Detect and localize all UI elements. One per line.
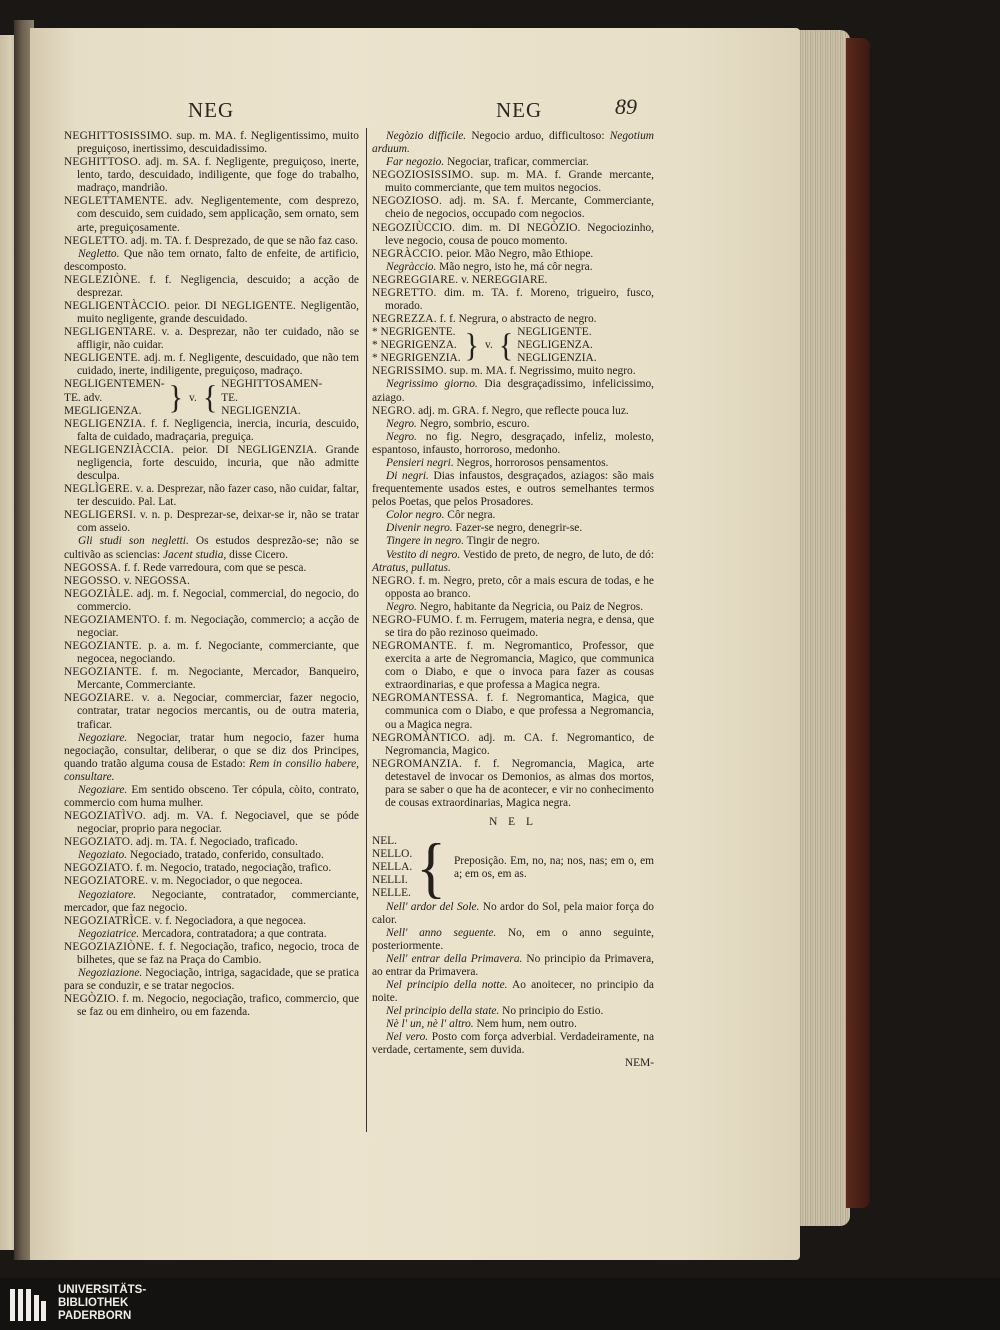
see-also-mark: v.	[189, 391, 197, 404]
cross-reference-group	[64, 378, 359, 417]
entry-phrase: Vestito di negro.	[386, 548, 461, 561]
entry-definition: Côr negra.	[444, 509, 496, 522]
entry-latin: Atratus, pullatus.	[372, 561, 451, 574]
dictionary-entry	[64, 274, 359, 300]
dictionary-entry	[64, 444, 359, 483]
entry-phrase: Negrissimo giorno.	[386, 378, 478, 391]
dictionary-subentry	[372, 535, 654, 548]
entry-definition: f. m. Ferrugem, materia negra, e densa, que se tira do pão rezinoso queimado.	[385, 613, 654, 639]
entry-definition: adj. m. SA. f. Mercante, Commerciante, cheio de negocios, occupado com negocios.	[385, 195, 654, 221]
library-name	[58, 1284, 146, 1323]
entry-definition: v. a. Desprezar, não fazer caso, não cuidar, faltar, ter descuido. Pal. Lat.	[77, 483, 359, 509]
entry-headword: NEGOZIATÌVO.	[64, 810, 146, 823]
entry-definition: f. m. Negro, preto, côr a mais escura de todas, e he opposta ao branco.	[385, 574, 654, 600]
entry-phrase: Negoziare.	[78, 783, 128, 796]
dictionary-entry	[64, 156, 359, 195]
dictionary-entry	[372, 195, 654, 221]
dictionary-entry	[64, 875, 359, 888]
entry-definition: Ao anoitecer, no principio da noite.	[372, 979, 654, 1005]
group-targets	[221, 378, 322, 417]
entry-definition: No ardor do Sol, pela maior força do calor.	[372, 900, 654, 926]
group-target: TE.	[221, 391, 238, 404]
dictionary-entry	[372, 758, 654, 810]
entry-headword: NEGOSSO.	[64, 574, 121, 587]
entry-headword: NEGLIGENTÀCCIO.	[64, 300, 170, 313]
dictionary-entry	[64, 588, 359, 614]
entry-headword: NEGROMÀNTICO.	[372, 731, 470, 744]
entry-definition: f. f. Negrura, o abstracto de negro.	[436, 313, 597, 326]
group-headword: * NEGRIGENZA.	[372, 339, 457, 352]
dictionary-subentry	[372, 509, 654, 522]
dictionary-subentry	[64, 535, 359, 561]
entry-headword: NEGOZIÙCCIO.	[372, 221, 456, 234]
entry-definition: No, em o anno seguinte, posteriormente.	[372, 926, 654, 952]
entry-phrase: Far negozio.	[386, 156, 445, 169]
entry-definition: Negocio arduo, difficultoso:	[466, 130, 605, 142]
entry-headword: NEGROMANZIA.	[372, 757, 463, 770]
entry-headword: NEGLIGERSI.	[64, 509, 137, 522]
section-heading: N E L	[489, 816, 537, 829]
brace-icon: {	[202, 379, 218, 416]
group-headwords	[372, 326, 461, 365]
running-head-right: NEG	[496, 98, 543, 122]
group-headword: NEGLIGENTEMEN-	[64, 378, 165, 391]
entry-definition: v. NEGOSSA.	[120, 574, 190, 587]
entry-definition: Os estudos desprezão-se; não se cultivão as sciencias:	[64, 535, 359, 561]
entry-definition: adj. m. CA. f. Negromantico, de Negromancia, Magico.	[385, 731, 654, 757]
dictionary-subentry	[372, 601, 654, 614]
entry-headword: NEGOZIANTE.	[64, 666, 142, 679]
entry-definition-continued: disse Cicero.	[226, 548, 288, 561]
entry-definition: dim. m. DI NEGÒZIO. Negociozinho, leve negocio, cousa de pouco momento.	[385, 221, 654, 247]
entry-phrase: Gli studi son negletti.	[78, 535, 189, 548]
entry-definition: v. m. Negociador, o que negocea.	[148, 875, 303, 888]
entry-definition: Negro, habitante da Negricia, ou Paiz de Negros.	[416, 600, 644, 613]
dictionary-subentry	[64, 248, 359, 274]
entry-phrase: Negràccio.	[386, 260, 437, 273]
entry-definition: f. f. Negociação, trafico, negocio, troca de bilhetes, que se faz na Praça do Cambio.	[77, 940, 359, 966]
group-target: NEGLIGENTE.	[517, 326, 592, 339]
entry-headword: NEGOZIOSISSIMO.	[372, 169, 474, 182]
dictionary-entry	[64, 418, 359, 444]
entry-phrase: Negoziazione.	[78, 967, 143, 979]
dictionary-entry	[64, 666, 359, 692]
library-name-line-1: UNIVERSITÄTS-	[58, 1284, 147, 1296]
cross-reference-group	[372, 326, 654, 365]
dictionary-entry	[372, 274, 654, 287]
dictionary-entry	[64, 130, 359, 156]
entry-definition: peior. Mão Negro, mão Ethiope.	[443, 247, 594, 260]
group-headword: NELLA.	[372, 861, 413, 874]
entry-definition: sup. m. MA. f. Grande mercante, muito commerciante, que tem muitos negocios.	[385, 169, 654, 195]
dictionary-subentry	[372, 901, 654, 927]
dictionary-entry	[64, 300, 359, 326]
group-headwords	[372, 835, 412, 900]
entry-headword: NEGROMANTE.	[372, 640, 457, 653]
dictionary-entry	[372, 692, 654, 731]
entry-phrase: Negro.	[386, 430, 417, 443]
entry-definition: Negros, horrorosos pensamentos.	[453, 456, 609, 469]
group-target: NEGHITTOSAMEN-	[221, 378, 323, 391]
dictionary-entry	[64, 195, 359, 234]
entry-phrase: Nel principio della notte.	[386, 979, 508, 991]
left-column	[64, 130, 359, 1019]
brace-icon: }	[168, 379, 183, 416]
group-target: NEGLIGENZIA.	[221, 404, 301, 417]
entry-phrase: Pensieri negri.	[386, 456, 454, 469]
dictionary-subentry	[372, 261, 654, 274]
group-headword: NEL.	[372, 835, 397, 848]
entry-headword: NEGOZIATORE.	[64, 875, 149, 888]
dictionary-entry	[64, 562, 359, 575]
entry-definition: No principio do Estio.	[499, 1005, 604, 1018]
dictionary-entry	[372, 222, 654, 248]
dictionary-subentry	[372, 927, 654, 953]
dictionary-subentry	[372, 953, 654, 979]
dictionary-subentry	[372, 378, 654, 404]
dictionary-subentry	[64, 784, 359, 810]
entry-headword: NEGLÌGERE.	[64, 483, 133, 496]
entry-definition: Posto com força adverbial. Verdadeiramente, na verdade, certamente, sem duvida.	[372, 1031, 654, 1057]
entry-phrase: Divenir negro.	[386, 522, 453, 535]
brace-icon: {	[498, 327, 514, 364]
brace-icon: {	[416, 830, 446, 906]
see-also-mark: v.	[484, 339, 493, 352]
entry-latin: Rem in consilio habere, consultare.	[64, 757, 359, 783]
entry-definition: v. f. Negociadora, a que negocea.	[151, 914, 306, 927]
entry-phrase: Di negri.	[386, 470, 429, 483]
entry-phrase: Negòzio difficile.	[386, 130, 467, 142]
entry-definition: adj. m. f. Negocial, commercial, do negocio, do commercio.	[77, 587, 359, 613]
dictionary-subentry	[372, 470, 654, 509]
entry-headword: NEGÒZIO.	[64, 993, 120, 1006]
entry-headword: NEGOZIOSO.	[372, 195, 443, 208]
entry-phrase: Nell' ardor del Sole.	[386, 900, 480, 913]
dictionary-subentry	[372, 431, 654, 457]
entry-headword: NEGREGGIARE.	[372, 273, 459, 286]
entry-definition: v. a. Negociar, commerciar, fazer negocio, contratar, tratar negocios mercantis, ou de outra materia, traficar.	[77, 692, 359, 731]
entry-definition: Negociado, tratado, conferido, consultado.	[127, 849, 324, 862]
entry-definition: f. m. Negromantico, Professor, que exercita a arte de Negromancia, Magico, que communica com o Diabo, e que o invoca para fazer as cousas extraordinarias, e que professa a Magica negra.	[385, 640, 654, 692]
entry-definition: Fazer-se negro, denegrir-se.	[452, 522, 583, 535]
entry-definition: Negro, sombrio, escuro.	[416, 417, 530, 430]
dictionary-entry	[372, 365, 654, 378]
group-headword: NELLE.	[372, 887, 411, 900]
dictionary-entry	[64, 352, 359, 378]
entry-phrase: Color negro.	[386, 509, 445, 522]
entry-latin: Jacent studia,	[160, 548, 227, 561]
page-number: 89	[615, 94, 637, 119]
entry-headword: NEGLETTAMENTE.	[64, 195, 168, 208]
entry-definition: f. m. Negocio, tratado, negociação, trafico.	[133, 862, 332, 875]
entry-definition: v. n. p. Desprezar-se, deixar-se ir, não se tratar com asseio.	[77, 509, 359, 535]
entry-definition: peior. DI NEGLIGENTE. Negligentão, muito negligente, grande descuidado.	[77, 300, 359, 326]
entry-phrase: Negro.	[386, 417, 417, 430]
dictionary-subentry	[64, 732, 359, 784]
entry-definition: f. f. Negromantica, Magica, que communica com o Diabo, e que professa a Negromancia, ou a Magica negra.	[385, 692, 654, 731]
entry-definition: f. f. Negromancia, Magica, arte detestavel de invocar os Demonios, as almas dos mortos, para se saber o que ha de acontecer, e vir no conhecimento de cousas extraordinarias, Magica negra.	[385, 757, 654, 809]
entry-headword: NEGOSSA.	[64, 561, 121, 574]
entry-headword: NEGLIGENTARE.	[64, 326, 156, 339]
dictionary-entry	[64, 640, 359, 666]
entry-definition: peior. DI NEGLIGENZIA. Grande negligencia, forte descuido, incuria, que não admitte desculpa.	[77, 443, 359, 483]
group-headword: * NEGRIGENTE.	[372, 326, 456, 339]
entry-headword: NEGLIGENTE.	[64, 352, 141, 365]
group-headword: * NEGRIGENZIA.	[372, 352, 461, 365]
entry-definition: no fig. Negro, desgraçado, infeliz, molesto, espantoso, infausto, horroroso, medonho.	[372, 430, 654, 456]
entry-headword: NEGOZIAZIÒNE.	[64, 940, 155, 953]
entry-definition: adj. m. TA. f. Desprezado, de que se não faz caso.	[127, 234, 359, 247]
entry-phrase: Nel vero.	[386, 1031, 429, 1044]
entry-headword: NEGLIGENZIÀCCIA.	[64, 443, 174, 456]
dictionary-subentry	[372, 418, 654, 431]
entry-definition: Tingir de negro.	[463, 535, 540, 548]
dictionary-subentry	[372, 1005, 654, 1018]
entry-definition: No principio da Primavera, ao entrar da Primavera.	[372, 952, 655, 978]
entry-definition: Negociante, contratador, commerciante, mercador, que faz negocio.	[64, 888, 359, 914]
catchword: NEM-	[624, 1057, 654, 1070]
entry-phrase: Negoziatore.	[78, 888, 137, 901]
entry-definition: Nem hum, nem outro.	[473, 1018, 577, 1031]
dictionary-entry	[64, 941, 359, 967]
entry-headword: NEGOZIATO.	[64, 862, 134, 875]
entry-latin: Negotium arduum.	[372, 130, 654, 156]
dictionary-entry	[64, 810, 359, 836]
entry-definition: adj. m. f. Negligente, descuidado, que não tem cuidado, inerte, indiligente, preguiçoso, madraço.	[77, 352, 359, 378]
entry-phrase: Nè l' un, nè l' altro.	[386, 1018, 474, 1031]
entry-headword: NEGOZIAMENTO.	[64, 613, 161, 626]
library-logo-icon	[8, 1285, 48, 1325]
book-cover-edge	[846, 38, 870, 1208]
entry-definition: Em sentido obsceno. Ter cópula, còito, contrato, commercio com huma mulher.	[64, 783, 359, 809]
group-headwords	[64, 378, 165, 417]
entry-definition: Negociar, traficar, commerciar.	[444, 156, 589, 169]
entry-headword: NEGOZIATRÌCE.	[64, 914, 152, 927]
entry-definition: f. f. Negligencia, inercia, incuria, descuido, falta de cuidado, madraçaria, preguiça.	[77, 417, 359, 443]
group-headword: NELLI.	[372, 874, 408, 887]
library-name-line-3: PADERBORN	[58, 1310, 132, 1322]
dictionary-entry	[372, 313, 654, 326]
running-head-left: NEG	[188, 98, 235, 122]
entry-headword: NEGHITTOSISSIMO.	[64, 130, 173, 142]
entry-definition: adv. Negligentemente, com desprezo, com descuido, sem cuidado, sem applicação, sem ornato, sem arte, preguiçosamente.	[77, 195, 359, 234]
dictionary-subentry	[372, 522, 654, 535]
group-targets	[517, 326, 596, 365]
dictionary-entry	[372, 405, 654, 418]
page-block-edges	[796, 30, 850, 1226]
dictionary-entry	[64, 993, 359, 1019]
entry-phrase: Nel principio della state.	[386, 1005, 500, 1018]
entry-definition: Dias infaustos, desgraçados, aziagos: são mais frequentemente usados estes, e outros semelhantes termos pelos Poetas, que pelos Prosadores.	[372, 470, 654, 509]
dictionary-subentry	[372, 130, 654, 156]
entry-definition: Negociar, tratar hum negocio, fazer huma negociação, consultar, deliberar, o que se diz dos Principes, quando tratão alguma cousa de Estado:	[64, 731, 359, 770]
dictionary-subentry	[372, 1018, 654, 1031]
entry-headword: NEGOZIANTE.	[64, 640, 142, 653]
dictionary-subentry	[64, 889, 359, 915]
group-headword: NELLO.	[372, 848, 413, 861]
brace-icon: }	[464, 327, 479, 364]
entry-phrase: Negro.	[386, 600, 417, 613]
dictionary-entry	[64, 575, 359, 588]
group-headword: MEGLIGENZA.	[64, 404, 142, 417]
dictionary-subentry	[64, 849, 359, 862]
entry-definition: v. NEREGGIARE.	[458, 273, 548, 286]
entry-headword: NEGRÀCCIO.	[372, 247, 444, 260]
entry-phrase: Nell' entrar della Primavera.	[386, 952, 523, 965]
entry-headword: NEGRO-FUMO.	[372, 613, 453, 626]
entry-definition: Mercadora, contratadora; a que contrata.	[139, 927, 327, 940]
entry-definition: f. f. Rede varredoura, com que se pesca.	[120, 561, 307, 574]
entry-phrase: Negletto.	[78, 247, 120, 260]
dictionary-entry	[64, 235, 359, 248]
entry-definition: Negociação, intriga, sagacidade, que se pratica para se conduzir, e se tratar negocios.	[64, 967, 359, 993]
entry-headword: NEGOZIATO.	[64, 836, 134, 849]
dictionary-entry	[64, 915, 359, 928]
headword-group	[372, 830, 654, 906]
entry-definition: adj. m. SA. f. Negligente, preguiçoso, inerte, lento, tardo, descuidado, indiligente, que foge do trabalho, madraço, mandrião.	[77, 156, 359, 195]
entry-definition: Dia desgraçadissimo, infelicissimo, aziago.	[372, 378, 654, 404]
library-name-line-2: BIBLIOTHEK	[58, 1297, 129, 1309]
dictionary-entry	[64, 326, 359, 352]
entry-phrase: Nell' anno seguente.	[386, 926, 497, 939]
entry-definition: v. a. Desprezar, não ter cuidado, não se affligir, não cuidar.	[77, 326, 359, 352]
entry-definition: adj. m. VA. f. Negociavel, que se póde negociar, proprio para negociar.	[77, 810, 359, 836]
entry-definition: f. m. Negociante, Mercador, Banqueiro, Mercante, Commerciante.	[77, 666, 359, 692]
dictionary-entry	[64, 836, 359, 849]
entry-headword: NEGOZIARE.	[64, 692, 135, 705]
entry-headword: NEGROMANTESSA.	[372, 692, 479, 705]
group-target: NEGLIGENZA.	[517, 339, 593, 352]
entry-headword: NEGLEZIÒNE.	[64, 273, 141, 286]
dictionary-entry	[372, 248, 654, 261]
dictionary-entry	[372, 287, 654, 313]
dictionary-entry	[64, 614, 359, 640]
entry-definition: sup. m. MA. f. Negligentissimo, muito preguiçoso, inertissimo, descuidadissimo.	[77, 130, 359, 156]
entry-phrase: Tingere in negro.	[386, 535, 464, 548]
entry-phrase: Negoziatrice.	[78, 927, 140, 940]
dictionary-entry	[64, 692, 359, 731]
entry-definition: f. m. Negociação, commercio; a acção de negociar.	[77, 613, 359, 639]
dictionary-subentry	[372, 156, 654, 169]
entry-headword: NEGOZIÀLE.	[64, 587, 134, 600]
entry-headword: NEGRETTO.	[372, 286, 437, 299]
group-definition: Preposição. Em, no, na; nos, nas; em o, em a; em os, em as.	[453, 854, 654, 880]
entry-phrase: Negoziato.	[78, 849, 128, 862]
dictionary-entry	[64, 483, 359, 509]
entry-definition: sup. m. MA. f. Negrissimo, muito negro.	[446, 365, 636, 378]
dictionary-subentry	[64, 967, 359, 993]
group-target: NEGLIGENZIA.	[517, 352, 597, 365]
right-column	[372, 130, 654, 1071]
dictionary-entry	[372, 169, 654, 195]
dictionary-entry	[372, 640, 654, 692]
entry-headword: NEGHITTOSO.	[64, 156, 141, 169]
entry-headword: NEGREZZA.	[372, 313, 437, 326]
dictionary-entry	[372, 732, 654, 758]
group-headword: TE. adv.	[64, 391, 103, 404]
entry-definition: p. a. m. f. Negociante, commerciante, que negocea, negociando.	[77, 640, 359, 666]
dictionary-entry	[64, 862, 359, 875]
dictionary-entry	[372, 575, 654, 601]
entry-phrase: Negoziare.	[78, 731, 128, 744]
entry-definition: Vestido de preto, de negro, de luto, de dó:	[460, 548, 654, 561]
dictionary-subentry	[372, 549, 654, 575]
dictionary-entry	[372, 614, 654, 640]
entry-definition: adj. m. GRA. f. Negro, que reflecte pouca luz.	[415, 404, 629, 417]
entry-definition: dim. m. TA. f. Moreno, trigueiro, fusco, morado.	[385, 286, 654, 313]
dictionary-subentry	[372, 979, 654, 1005]
entry-headword: NEGRO.	[372, 404, 416, 417]
dictionary-subentry	[372, 1031, 654, 1057]
entry-definition: adj. m. TA. f. Negociado, traficado.	[133, 836, 298, 849]
dictionary-entry	[64, 509, 359, 535]
entry-definition: f. f. Negligencia, descuido; a acção de desprezar.	[77, 273, 359, 299]
entry-headword: NEGLETTO.	[64, 234, 128, 247]
column-rule	[366, 128, 367, 1132]
entry-definition: f. m. Negocio, negociação, trafico, commercio, que se faz ou em dinheiro, ou em fazenda.	[77, 993, 359, 1019]
entry-definition: Que não tem ornato, falto de enfeite, de artificio, descomposto.	[64, 247, 359, 273]
dictionary-subentry	[372, 457, 654, 470]
entry-headword: NEGRISSIMO.	[372, 365, 447, 378]
entry-definition: Mão negro, isto he, má côr negra.	[436, 260, 593, 273]
dictionary-subentry	[64, 928, 359, 941]
entry-headword: NEGLIGENZIA.	[64, 417, 146, 430]
library-footer	[0, 1278, 1000, 1330]
entry-headword: NEGRO.	[372, 574, 416, 587]
